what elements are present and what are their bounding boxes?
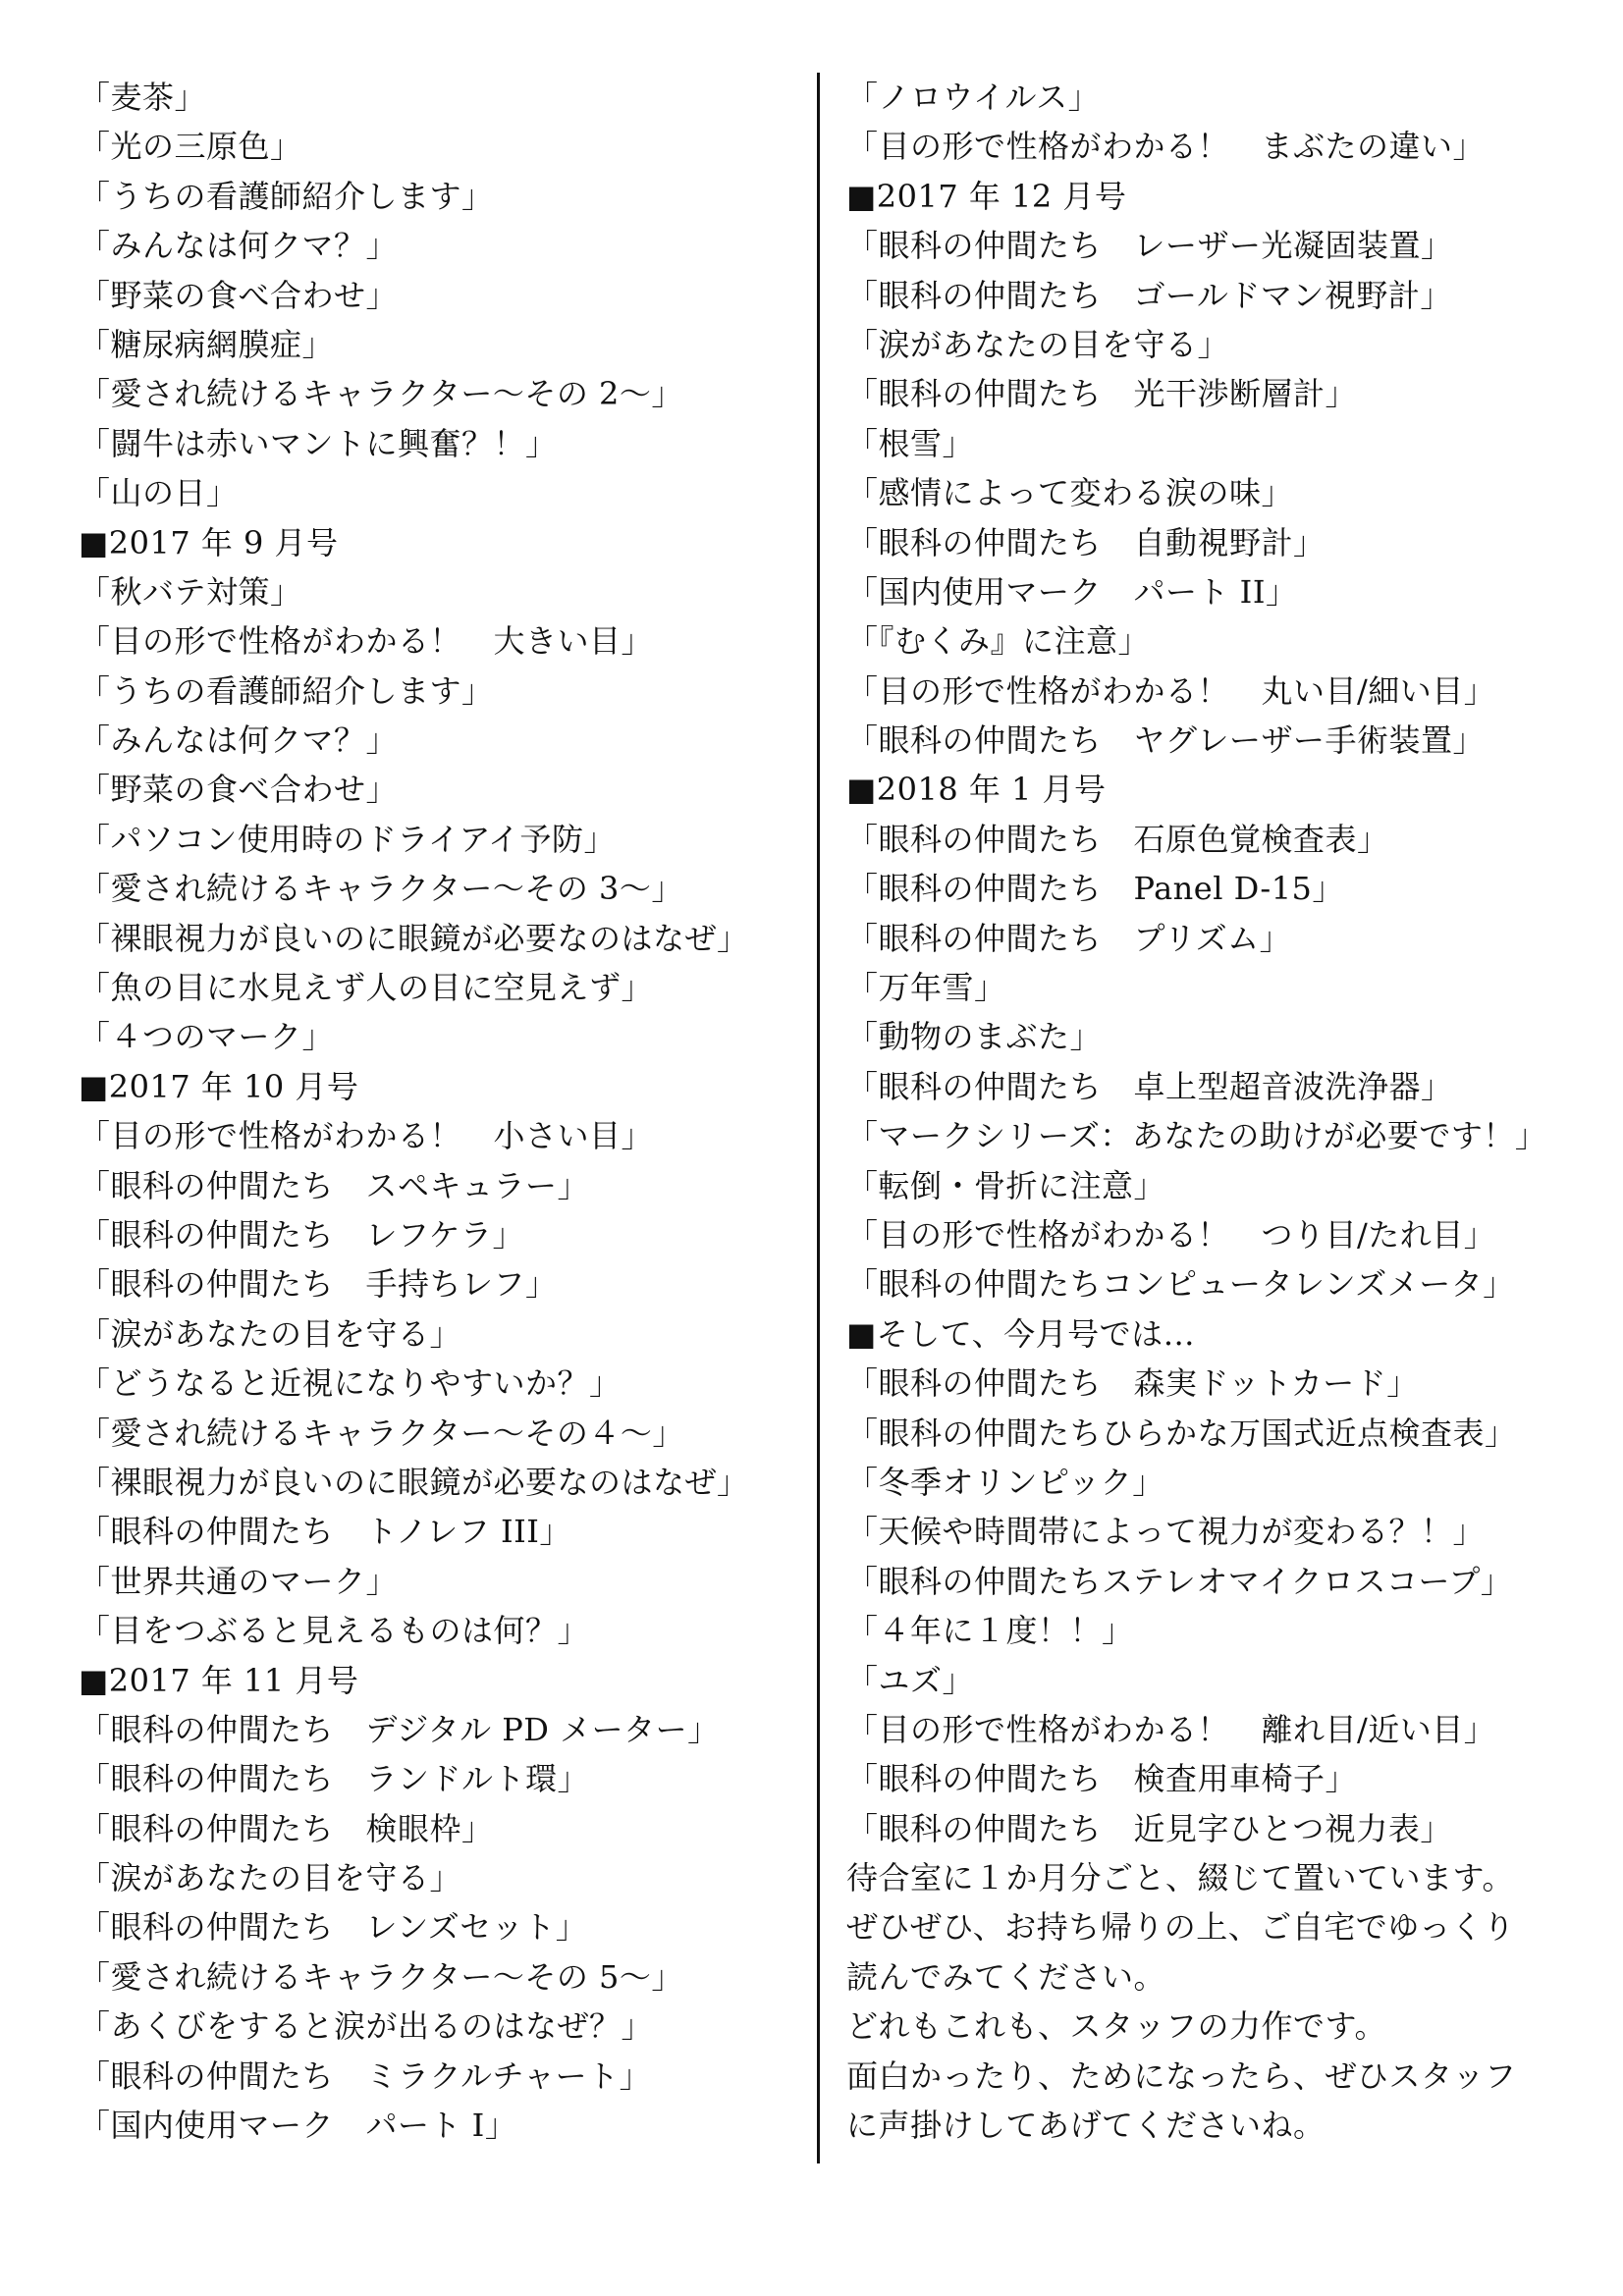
list-item: 「目をつぶると見えるものは何？」: [79, 1612, 590, 1650]
list-item: 「愛され続けるキャラクター～その 3～」: [79, 870, 683, 908]
list-item: 「うちの看護師紹介します」: [79, 177, 494, 215]
list-item: 「山の日」: [79, 474, 239, 512]
list-item: 「みんなは何クマ？」: [79, 227, 399, 265]
list-item: 「眼科の仲間たち ミラクルチャート」: [79, 2056, 652, 2095]
list-item: 「眼科の仲間たち レンズセット」: [79, 1908, 588, 1947]
list-item: 「眼科の仲間たち プリズム」: [846, 919, 1292, 957]
list-item: 「目の形で性格がわかる！ 大きい目」: [79, 622, 654, 661]
list-item: 「うちの看護師紹介します」: [79, 671, 494, 710]
list-item: 「糖尿病網膜症」: [79, 325, 335, 363]
list-item: 「眼科の仲間たち ゴールドマン視野計」: [846, 276, 1452, 314]
list-item: 「冬季オリンピック」: [846, 1463, 1164, 1501]
list-item: 「感情によって変わる涙の味」: [846, 474, 1294, 512]
list-item: 「眼科の仲間たち 卓上型超音波洗浄器」: [846, 1067, 1453, 1105]
list-item: 「眼科の仲間たちひらかな万国式近点検査表」: [846, 1414, 1517, 1452]
list-item: 「眼科の仲間たち 検眼枠」: [79, 1809, 494, 1847]
list-item: 「あくびをすると涙が出るのはなぜ？」: [79, 2007, 654, 2046]
section-heading: ■2018 年 1 月号: [846, 771, 1107, 809]
list-item: 「目の形で性格がわかる！ 小さい目」: [79, 1117, 654, 1155]
section-heading: ■2017 年 9 月号: [79, 523, 339, 561]
list-item: 「眼科の仲間たちステレオマイクロスコープ」: [846, 1562, 1513, 1600]
list-item: 「目の形で性格がわかる！ まぶたの違い」: [846, 128, 1486, 166]
list-item: 「天候や時間帯によって視力が変わる？！」: [846, 1513, 1486, 1551]
list-item: 「眼科の仲間たち ヤグレーザー手術装置」: [846, 721, 1486, 760]
list-item: 「光の三原色」: [79, 128, 302, 166]
list-item: 「４つのマーク」: [79, 1018, 335, 1056]
list-item: 「国内使用マーク パート II」: [846, 572, 1298, 611]
closing-paragraph-line: どれもこれも、スタッフの力作です。: [846, 2007, 1386, 2046]
list-item: 「眼科の仲間たちコンピュータレンズメータ」: [846, 1265, 1515, 1304]
list-item: 「裸眼視力が良いのに眼鏡が必要なのはなぜ」: [79, 919, 749, 957]
list-item: 「裸眼視力が良いのに眼鏡が必要なのはなぜ」: [79, 1463, 749, 1501]
list-item: 「眼科の仲間たち 光干渉断層計」: [846, 375, 1358, 413]
list-item: 「マークシリーズ：あなたの助けが必要です！」: [846, 1117, 1547, 1155]
list-item: 「野菜の食べ合わせ」: [79, 276, 399, 314]
list-item: 「眼科の仲間たち スペキュラー」: [79, 1166, 590, 1204]
list-item: 「涙があなたの目を守る」: [79, 1859, 462, 1897]
list-item: 「動物のまぶた」: [846, 1018, 1103, 1056]
list-item: 「眼科の仲間たち 検査用車椅子」: [846, 1760, 1358, 1798]
list-item: 「魚の目に水見えず人の目に空見えず」: [79, 969, 654, 1007]
closing-paragraph-line: ぜひぜひ、お持ち帰りの上、ご自宅でゆっくり: [846, 1908, 1515, 1947]
list-item: 「パソコン使用時のドライアイ予防」: [79, 820, 617, 858]
list-item: 「野菜の食べ合わせ」: [79, 771, 399, 809]
left-column: [79, 73, 805, 2150]
list-item: 「眼科の仲間たち 自動視野計」: [846, 523, 1325, 561]
list-item: 「眼科の仲間たち 森実ドットカード」: [846, 1364, 1419, 1403]
closing-paragraph-line: 読んでみてください。: [846, 1957, 1166, 1996]
list-item: 「眼科の仲間たち トノレフ III」: [79, 1513, 571, 1551]
list-item: 「眼科の仲間たち レフケラ」: [79, 1215, 525, 1254]
list-item: 「眼科の仲間たち レーザー光凝固装置」: [846, 227, 1453, 265]
section-heading: ■そして、今月号では…: [846, 1314, 1196, 1353]
list-item: 「どうなると近視になりやすいか？」: [79, 1364, 622, 1403]
list-item: 「眼科の仲間たち Panel D-15」: [846, 870, 1344, 908]
list-item: 「闘牛は赤いマントに興奮？！」: [79, 424, 558, 462]
section-heading: ■2017 年 12 月号: [846, 177, 1127, 215]
closing-paragraph-line: 面白かったり、ためになったら、ぜひスタッフ: [846, 2056, 1517, 2095]
list-item: 「ユズ」: [846, 1661, 975, 1699]
right-column: [846, 73, 1593, 2150]
list-item: 「４年に１度！！」: [846, 1612, 1134, 1650]
list-item: 「根雪」: [846, 424, 975, 462]
list-item: 「転倒・骨折に注意」: [846, 1166, 1166, 1204]
list-item: 「眼科の仲間たち 近見字ひとつ視力表」: [846, 1809, 1452, 1847]
list-item: 「秋バテ対策」: [79, 572, 302, 611]
list-item: 「眼科の仲間たち 石原色覚検査表」: [846, 820, 1389, 858]
list-item: 「眼科の仲間たち ランドルト環」: [79, 1760, 590, 1798]
closing-paragraph-line: 待合室に１か月分ごと、綴じて置いています。: [846, 1859, 1514, 1897]
list-item: 「眼科の仲間たち デジタル PD メーター」: [79, 1710, 720, 1748]
list-item: 「麦茶」: [79, 79, 207, 116]
list-item: 「涙があなたの目を守る」: [79, 1314, 462, 1353]
list-item: 「世界共通のマーク」: [79, 1562, 399, 1600]
list-item: 「愛され続けるキャラクター～その 2～」: [79, 375, 683, 413]
section-heading: ■2017 年 11 月号: [79, 1661, 359, 1699]
list-item: 「みんなは何クマ？」: [79, 721, 399, 760]
list-item: 「ノロウイルス」: [846, 79, 1101, 116]
list-item: 「『むくみ』に注意」: [846, 622, 1151, 661]
list-item: 「目の形で性格がわかる！ つり目/たれ目」: [846, 1215, 1496, 1254]
list-item: 「愛され続けるキャラクター～その 5～」: [79, 1957, 683, 1996]
closing-paragraph-line: に声掛けしてあげてくださいね。: [846, 2107, 1325, 2145]
list-item: 「涙があなたの目を守る」: [846, 325, 1230, 363]
column-divider: [817, 73, 820, 2163]
list-item: 「国内使用マーク パート I」: [79, 2107, 517, 2145]
list-item: 「愛され続けるキャラクター～その４～」: [79, 1414, 684, 1452]
section-heading: ■2017 年 10 月号: [79, 1067, 359, 1105]
list-item: 「目の形で性格がわかる！ 離れ目/近い目」: [846, 1710, 1496, 1748]
list-item: 「万年雪」: [846, 969, 1006, 1007]
list-item: 「眼科の仲間たち 手持ちレフ」: [79, 1265, 558, 1304]
list-item: 「目の形で性格がわかる！ 丸い目/細い目」: [846, 671, 1496, 710]
